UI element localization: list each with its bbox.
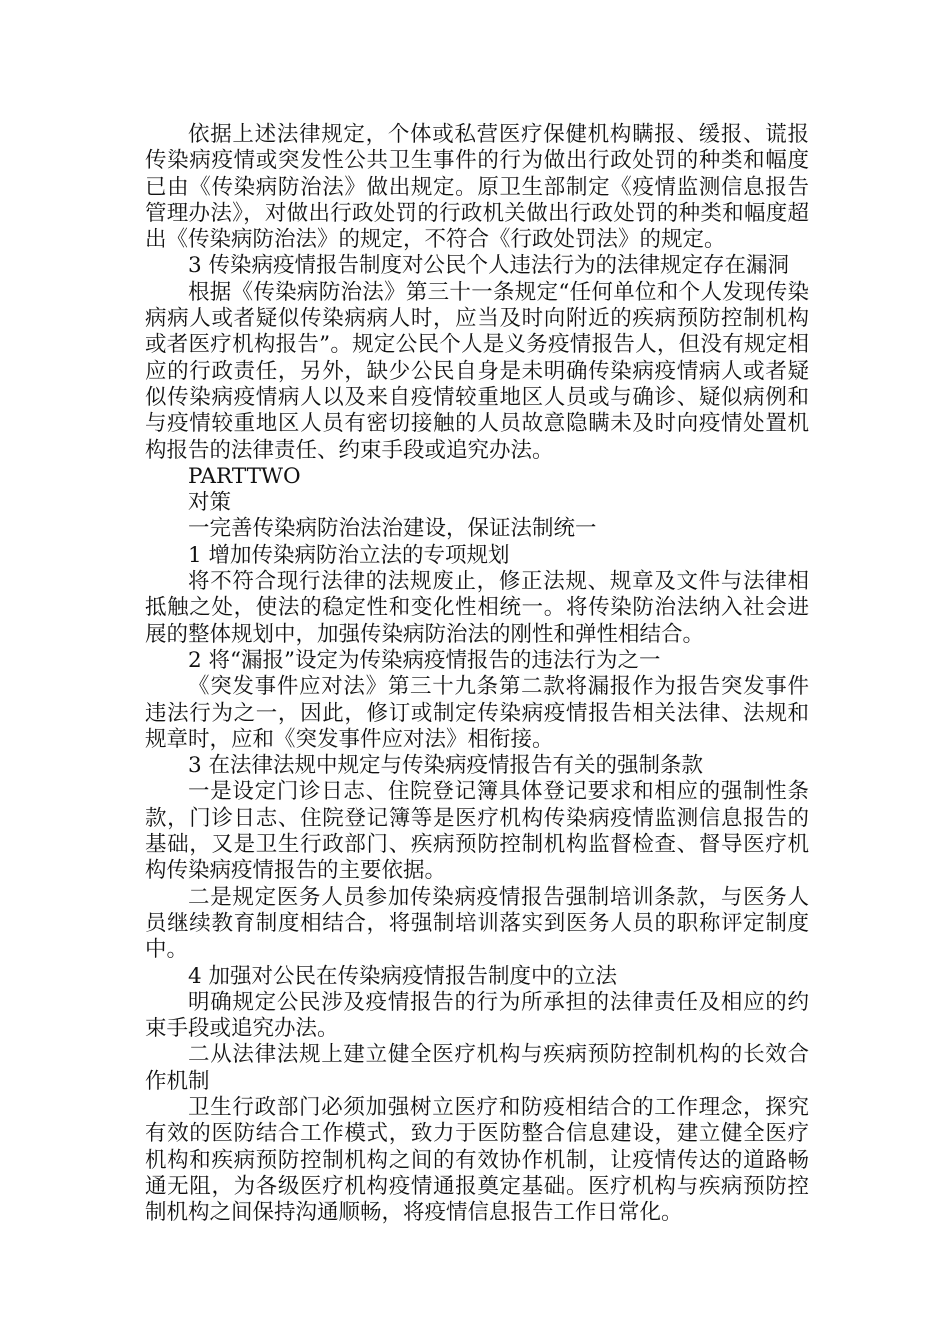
paragraph-omission: 《突发事件应对法》第三十九条第二款将漏报作为报告突发事件违法行为之一，因此，修订或制定传染病疫情报告相关法律、法规和规章时，应和《突发事件应对法》相衔接。 bbox=[145, 674, 809, 752]
part-marker: PARTTWO bbox=[188, 463, 301, 489]
subheading-citizen-legislation: 4 加强对公民在传染病疫情报告制度中的立法 bbox=[188, 963, 618, 989]
heading-citizen-loophole: 3 传染病疫情报告制度对公民个人违法行为的法律规定存在漏洞 bbox=[188, 253, 790, 279]
paragraph-article-31: 根据《传染病防治法》第三十一条规定“任何单位和个人发现传染病病人或者疑似传染病病人时，应当及时向附近的疾病预防控制机构或者医疗机构报告”。规定公民个人是义务疫情报告人，但没有规定相应的行政责任，另外，缺少公民自身是未明确传染病疫情病人或者疑似传染病疫情病人以及来自疫情较重地区人员或与确诊、疑似病例和与疫情较重地区人员有密切接触的人员故意隐瞒未及时向疫情处置机构报告的法律责任、约束手段或追究办法。 bbox=[145, 279, 809, 463]
heading-cooperation-mechanism: 二从法律法规上建立健全医疗机构与疾病预防控制机构的长效合作机制 bbox=[145, 1042, 809, 1094]
document-page bbox=[145, 122, 809, 1226]
paragraph-training: 二是规定医务人员参加传染病疫情报告强制培训条款，与医务人员继续教育制度相结合，将强制培训落实到医务人员的职称评定制度中。 bbox=[145, 884, 809, 963]
paragraph-planning: 将不符合现行法律的法规废止，修正法规、规章及文件与法律相抵触之处，使法的稳定性和变化性相统一。将传染防治法纳入社会进展的整体规划中，加强传染病防治法的刚性和弹性相结合。 bbox=[145, 569, 809, 647]
subheading-mandatory-clauses: 3 在法律法规中规定与传染病疫情报告有关的强制条款 bbox=[188, 753, 704, 779]
subheading-planning: 1 增加传染病防治立法的专项规划 bbox=[188, 542, 510, 568]
subheading-omission: 2 将“漏报”设定为传染病疫情报告的违法行为之一 bbox=[188, 647, 661, 673]
paragraph-clinic-log: 一是设定门诊日志、住院登记簿具体登记要求和相应的强制性条款，门诊日志、住院登记簿等是医疗机构传染病疫情监测信息报告的基础，又是卫生行政部门、疾病预防控制机构监督检查、督导医疗机构传染病疫情报告的主要依据。 bbox=[145, 779, 809, 884]
paragraph-penalty-scope: 依据上述法律规定，个体或私营医疗保健机构瞒报、缓报、谎报传染病疫情或突发性公共卫生事件的行为做出行政处罚的种类和幅度已由《传染病防治法》做出规定。原卫生部制定《疫情监测信息报告管理办法》，对做出行政处罚的行政机关做出行政处罚的种类和幅度超出《传染病防治法》的规定，不符合《行政处罚法》的规定。 bbox=[145, 122, 809, 253]
section-title-countermeasures: 对策 bbox=[188, 490, 232, 516]
paragraph-citizen-liability: 明确规定公民涉及疫情报告的行为所承担的法律责任及相应的约束手段或追究办法。 bbox=[145, 989, 809, 1042]
heading-legal-system: 一完善传染病防治法治建设，保证法制统一 bbox=[188, 516, 597, 542]
paragraph-cooperation: 卫生行政部门必须加强树立医疗和防疫相结合的工作理念，探究有效的医防结合工作模式，致力于医防整合信息建设，建立健全医疗机构和疾病预防控制机构之间的有效协作机制，让疫情传达的道路畅通无阻，为各级医疗机构疫情通报奠定基础。医疗机构与疾病预防控制机构之间保持沟通顺畅，将疫情信息报告工作日常化。 bbox=[145, 1094, 809, 1226]
